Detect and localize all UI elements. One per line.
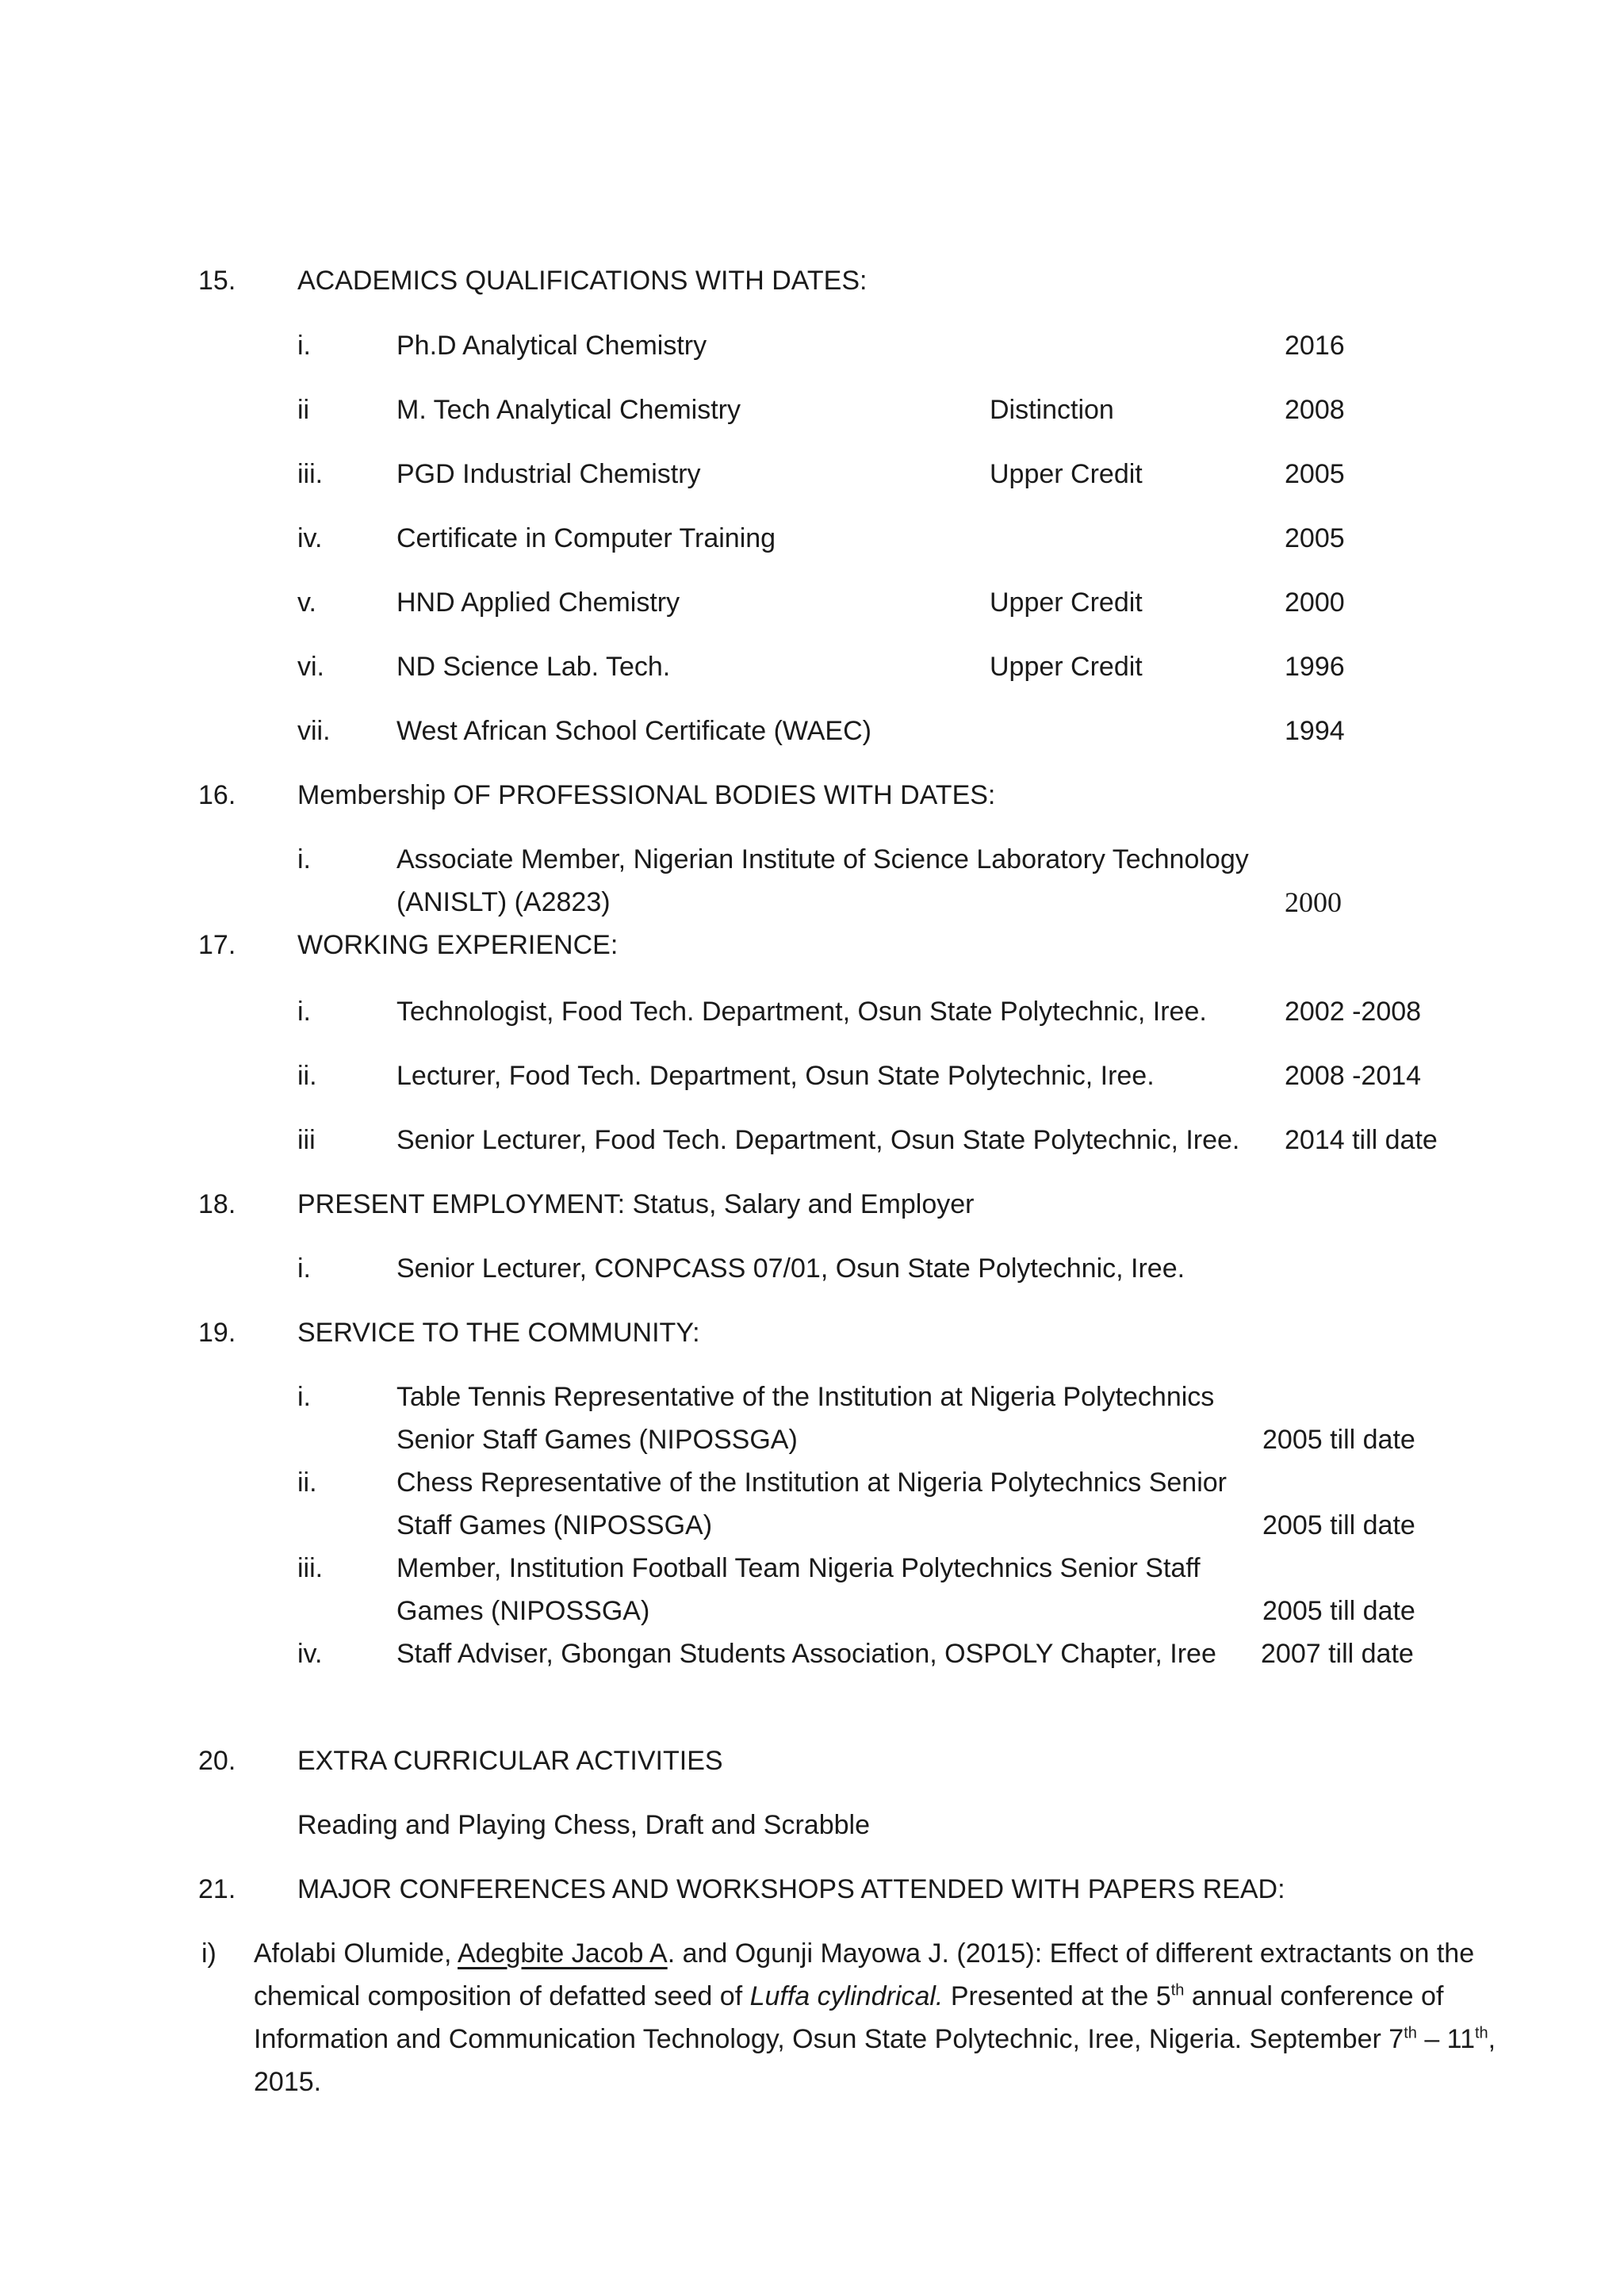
- qualification-name: PGD Industrial Chemistry: [396, 459, 701, 489]
- service-line-2: Staff Games (NIPOSSGA): [396, 1510, 713, 1540]
- qualification-grade: Upper Credit: [990, 587, 1143, 618]
- section-title: ACADEMICS QUALIFICATIONS WITH DATES:: [297, 266, 868, 296]
- item-number: iii.: [297, 459, 324, 489]
- citation-date-range: – 11: [1416, 2024, 1475, 2054]
- service-date: 2005 till date: [1262, 1510, 1415, 1540]
- item-number: i.: [297, 844, 311, 874]
- qualification-year: 2005: [1285, 523, 1345, 553]
- qualification-name: Certificate in Computer Training: [396, 523, 776, 553]
- qualification-year: 2008: [1285, 395, 1345, 425]
- service-line-1: Table Tennis Representative of the Institution at Nigeria Polytechnics: [396, 1382, 1215, 1412]
- qualification-year: 1996: [1285, 652, 1345, 682]
- qualification-year: 2005: [1285, 459, 1345, 489]
- citation-presented: Presented at the 5: [943, 1981, 1171, 2011]
- service-line-1: Member, Institution Football Team Nigeria Polytechnics Senior Staff: [396, 1553, 1201, 1583]
- experience-text: Senior Lecturer, Food Tech. Department, Osun State Polytechnic, Iree.: [396, 1125, 1240, 1155]
- service-date: 2005 till date: [1262, 1596, 1415, 1626]
- citation-year: , 2015.: [254, 2024, 1496, 2097]
- section-number: 16.: [198, 780, 236, 810]
- citation-species: Luffa cylindrical.: [749, 1981, 944, 2011]
- membership-line-1: Associate Member, Nigerian Institute of Science Laboratory Technology: [396, 844, 1249, 874]
- item-number: vii.: [297, 716, 331, 746]
- citation-title: . and Ogunji Mayowa J. (2015): Effect of different extractants on the chemical composition of defatted seed of: [254, 1938, 1475, 2011]
- item-number: iv.: [297, 523, 323, 553]
- service-date: 2007 till date: [1261, 1639, 1414, 1669]
- service-text: Staff Adviser, Gbongan Students Association, OSPOLY Chapter, Iree: [396, 1639, 1216, 1669]
- qualification-year: 1994: [1285, 716, 1345, 746]
- qualification-grade: Distinction: [990, 395, 1114, 425]
- ordinal-suffix: th: [1474, 2024, 1488, 2042]
- item-number: i.: [297, 331, 311, 361]
- experience-date: 2002 -2008: [1285, 997, 1422, 1027]
- citation-authors-lead: Afolabi Olumide,: [254, 1938, 458, 1969]
- item-number: i.: [297, 1382, 311, 1412]
- item-number: i.: [297, 1253, 311, 1284]
- item-number: vi.: [297, 652, 324, 682]
- qualification-year: 2016: [1285, 331, 1345, 361]
- section-number: 19.: [198, 1318, 236, 1348]
- section-title: WORKING EXPERIENCE:: [297, 930, 619, 960]
- qualification-name: M. Tech Analytical Chemistry: [396, 395, 741, 425]
- section-number: 15.: [198, 266, 236, 296]
- qualification-name: West African School Certificate (WAEC): [396, 716, 871, 746]
- reference-number: i): [201, 1938, 216, 1969]
- qualification-grade: Upper Credit: [990, 459, 1143, 489]
- qualification-name: Ph.D Analytical Chemistry: [396, 331, 707, 361]
- section-body: Reading and Playing Chess, Draft and Scrabble: [297, 1810, 870, 1840]
- ordinal-suffix: th: [1170, 1981, 1185, 1999]
- section-title: SERVICE TO THE COMMUNITY:: [297, 1318, 700, 1348]
- item-number: iv.: [297, 1639, 323, 1669]
- item-number: ii.: [297, 1061, 317, 1091]
- service-line-2: Games (NIPOSSGA): [396, 1596, 650, 1626]
- ordinal-suffix: th: [1404, 2024, 1417, 2042]
- section-title: EXTRA CURRICULAR ACTIVITIES: [297, 1746, 723, 1776]
- qualification-name: ND Science Lab. Tech.: [396, 652, 671, 682]
- experience-text: Technologist, Food Tech. Department, Osun State Polytechnic, Iree.: [396, 997, 1207, 1027]
- service-line-2: Senior Staff Games (NIPOSSGA): [396, 1425, 798, 1455]
- item-number: v.: [297, 587, 316, 618]
- experience-date: 2008 -2014: [1285, 1061, 1422, 1091]
- item-number: iii: [297, 1125, 316, 1155]
- citation-author-highlight: Adegbite Jacob A: [458, 1938, 668, 1969]
- section-number: 17.: [198, 930, 236, 960]
- item-number: i.: [297, 997, 311, 1027]
- membership-year: 2000: [1285, 886, 1342, 918]
- section-title: MAJOR CONFERENCES AND WORKSHOPS ATTENDED WITH PAPERS READ:: [297, 1874, 1285, 1904]
- employment-text: Senior Lecturer, CONPCASS 07/01, Osun State Polytechnic, Iree.: [396, 1253, 1185, 1284]
- membership-line-2: (ANISLT) (A2823): [396, 887, 611, 917]
- section-title: Membership OF PROFESSIONAL BODIES WITH DATES:: [297, 780, 996, 810]
- qualification-year: 2000: [1285, 587, 1345, 618]
- reference-citation: [254, 1932, 1554, 2103]
- service-line-1: Chess Representative of the Institution at Nigeria Polytechnics Senior: [396, 1468, 1227, 1498]
- experience-date: 2014 till date: [1285, 1125, 1438, 1155]
- item-number: ii: [297, 395, 310, 425]
- service-date: 2005 till date: [1262, 1425, 1415, 1455]
- citation-venue: annual conference of Information and Communication Technology, Osun State Polytechnic, Iree, Nigeria. September 7: [254, 1981, 1444, 2054]
- section-number: 20.: [198, 1746, 236, 1776]
- qualification-name: HND Applied Chemistry: [396, 587, 680, 618]
- item-number: ii.: [297, 1468, 317, 1498]
- item-number: iii.: [297, 1553, 324, 1583]
- section-number: 18.: [198, 1189, 236, 1219]
- qualification-grade: Upper Credit: [990, 652, 1143, 682]
- section-title: PRESENT EMPLOYMENT: Status, Salary and Employer: [297, 1189, 975, 1219]
- experience-text: Lecturer, Food Tech. Department, Osun State Polytechnic, Iree.: [396, 1061, 1155, 1091]
- section-number: 21.: [198, 1874, 236, 1904]
